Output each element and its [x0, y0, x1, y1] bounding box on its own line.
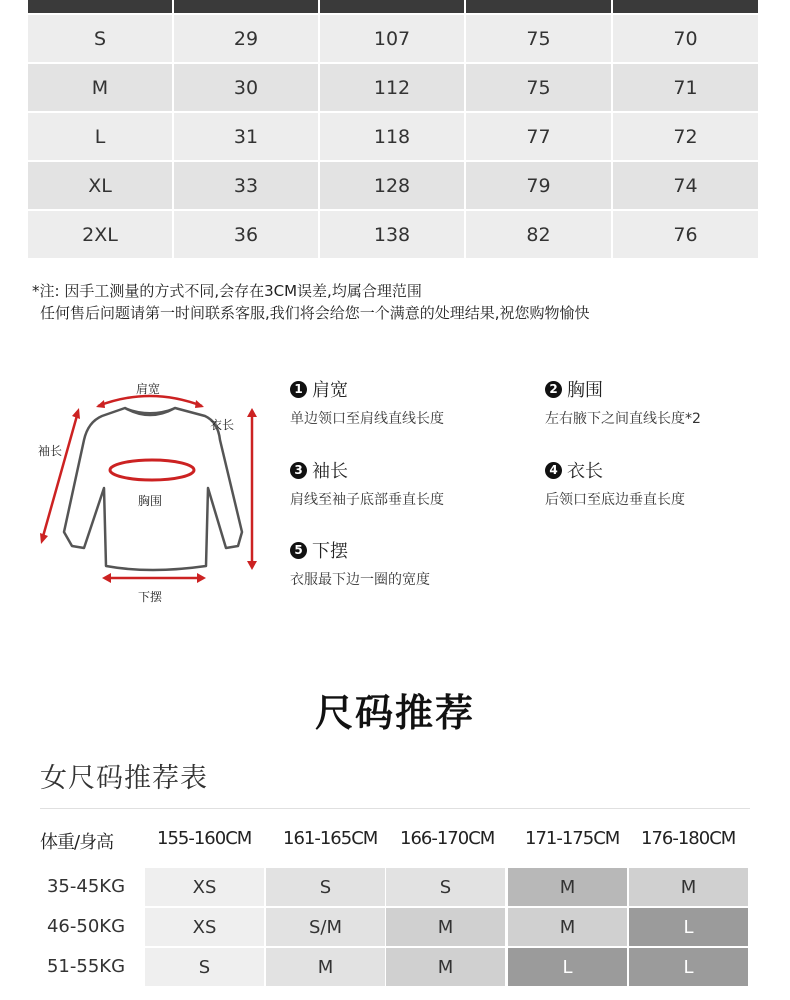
measure-chest [545, 376, 701, 428]
sweater-outline-icon [30, 370, 270, 610]
measure-desc: 肩线至袖子底部垂直长度 [290, 492, 444, 508]
header-height-3: 166-170CM [400, 828, 495, 849]
measure-title: 衣长 [567, 461, 603, 482]
measure-title: 下摆 [312, 541, 348, 562]
table-cell: L [28, 113, 172, 160]
table-row [0, 908, 790, 946]
note-line-1: *注: 因手工测量的方式不同,会存在3CM误差,均属合理范围 [32, 282, 422, 300]
table-cell: 77 [466, 113, 611, 160]
weight-label: 35-45KG [46, 876, 126, 897]
number-5-icon: 5 [290, 542, 307, 559]
diagram-label-hem: 下摆 [138, 590, 163, 604]
number-1-icon: 1 [290, 381, 307, 398]
table-row [28, 162, 760, 209]
measurement-note [32, 280, 590, 324]
recommend-header [0, 824, 790, 858]
diagram-label-shoulder: 肩宽 [136, 382, 161, 396]
table-cell: 36 [174, 211, 318, 258]
table-row [28, 211, 760, 258]
header-height-2: 161-165CM [283, 828, 378, 849]
table-cell: 31 [174, 113, 318, 160]
size-cell: S [145, 948, 264, 986]
table-cell: 75 [466, 64, 611, 111]
table-cell: XL [28, 162, 172, 209]
size-cell: L [629, 948, 748, 986]
table-cell: 76 [613, 211, 758, 258]
measure-length [545, 457, 685, 509]
table-cell: 107 [320, 15, 464, 62]
size-cell: S [386, 868, 505, 906]
size-cell: L [629, 908, 748, 946]
measure-desc: 后领口至底边垂直长度 [545, 492, 685, 508]
table-cell: S [28, 15, 172, 62]
measure-title: 肩宽 [312, 380, 348, 401]
divider [40, 808, 750, 809]
table-cell: 2XL [28, 211, 172, 258]
table-row [28, 15, 760, 62]
table-cell: 112 [320, 64, 464, 111]
diagram-label-length: 衣长 [210, 418, 235, 432]
measure-desc: 衣服最下边一圈的宽度 [290, 572, 430, 588]
measure-desc: 单边领口至肩线直线长度 [290, 411, 444, 427]
number-4-icon: 4 [545, 462, 562, 479]
table-cell: 74 [613, 162, 758, 209]
size-table-header [28, 0, 760, 13]
table-cell: 29 [174, 15, 318, 62]
garment-diagram [30, 370, 270, 610]
measure-title: 胸围 [567, 380, 603, 401]
size-cell: XS [145, 908, 264, 946]
measure-shoulder [290, 376, 444, 428]
size-cell: M [508, 908, 627, 946]
note-line-2: 任何售后问题请第一时间联系客服,我们将会给您一个满意的处理结果,祝您购物愉快 [40, 304, 590, 322]
measure-desc: 左右腋下之间直线长度*2 [545, 411, 701, 427]
size-cell: M [266, 948, 385, 986]
table-row [28, 113, 760, 160]
measure-sleeve [290, 457, 444, 509]
table-cell: 75 [466, 15, 611, 62]
table-cell: 118 [320, 113, 464, 160]
size-cell: XS [145, 868, 264, 906]
table-cell: 30 [174, 64, 318, 111]
diagram-label-sleeve: 袖长 [38, 444, 63, 458]
header-height-1: 155-160CM [157, 828, 252, 849]
measure-hem [290, 537, 430, 589]
recommend-subtitle: 女尺码推荐表 [40, 763, 208, 794]
size-cell: M [629, 868, 748, 906]
size-cell: M [386, 908, 505, 946]
weight-label: 51-55KG [46, 956, 126, 977]
recommend-title: 尺码推荐 [314, 691, 475, 735]
table-cell: 82 [466, 211, 611, 258]
header-weight-height: 体重/身高 [40, 832, 114, 853]
measure-title: 袖长 [312, 461, 348, 482]
table-cell: 70 [613, 15, 758, 62]
table-cell: M [28, 64, 172, 111]
table-cell: 33 [174, 162, 318, 209]
header-height-4: 171-175CM [525, 828, 620, 849]
size-table [28, 0, 760, 258]
table-row [0, 868, 790, 906]
table-cell: 79 [466, 162, 611, 209]
table-cell: 138 [320, 211, 464, 258]
size-cell: S/M [266, 908, 385, 946]
diagram-label-chest: 胸围 [138, 494, 163, 508]
table-cell: 71 [613, 64, 758, 111]
table-cell: 128 [320, 162, 464, 209]
table-row [0, 948, 790, 986]
size-cell: S [266, 868, 385, 906]
size-cell: M [386, 948, 505, 986]
weight-label: 46-50KG [46, 916, 126, 937]
header-height-5: 176-180CM [641, 828, 736, 849]
table-row [28, 64, 760, 111]
number-2-icon: 2 [545, 381, 562, 398]
size-cell: L [508, 948, 627, 986]
size-cell: M [508, 868, 627, 906]
number-3-icon: 3 [290, 462, 307, 479]
table-cell: 72 [613, 113, 758, 160]
